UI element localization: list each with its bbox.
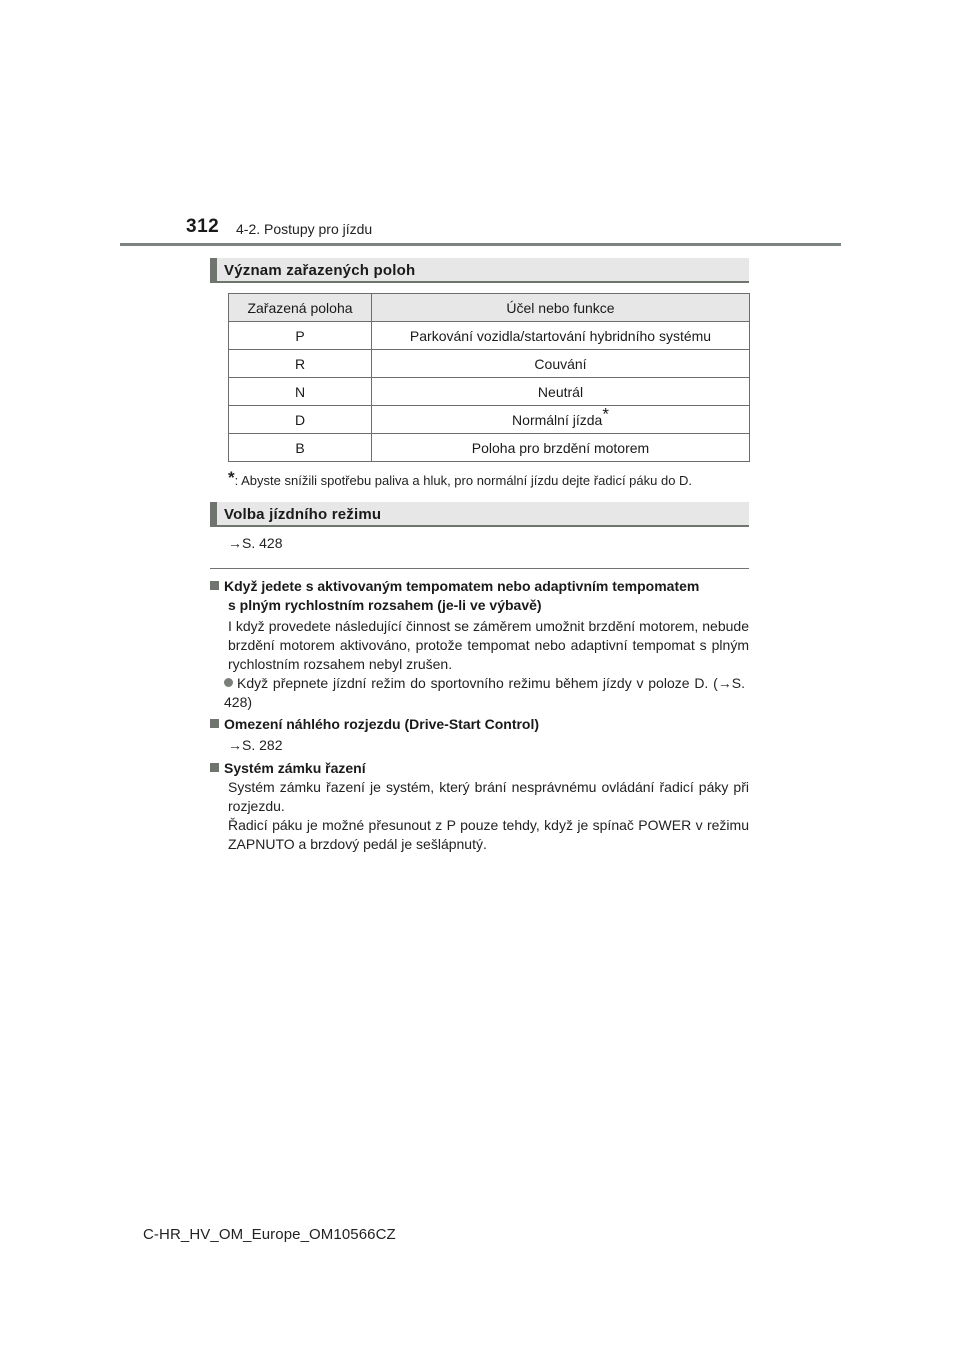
table-cell-position: B bbox=[229, 434, 372, 462]
page-reference-link[interactable]: →S. 282 bbox=[228, 737, 283, 753]
table-cell-function: Parkování vozidla/startování hybridního systému bbox=[372, 322, 750, 350]
table-cell-position: P bbox=[229, 322, 372, 350]
table-cell-position: R bbox=[229, 350, 372, 378]
page-reference-link[interactable]: →S. 428 bbox=[228, 535, 283, 551]
header-rule bbox=[120, 243, 841, 246]
note-title bbox=[210, 759, 366, 778]
note-body: Systém zámku řazení je systém, který brání nesprávnému ovládání řadicí páky při rozjezdu. bbox=[228, 779, 749, 814]
table-header-cell: Zařazená poloha bbox=[229, 294, 372, 322]
note-title-continuation: s plným rychlostním rozsahem (je-li ve výbavě) bbox=[228, 597, 542, 613]
divider bbox=[210, 568, 749, 569]
note-title-line: Když jedete s aktivovaným tempomatem nebo adaptivním tempomatem bbox=[224, 578, 700, 594]
table-cell-function: Neutrál bbox=[372, 378, 750, 406]
table-cell-function-text: Normální jízda bbox=[512, 411, 603, 428]
table-row bbox=[229, 406, 750, 434]
square-bullet-icon bbox=[210, 763, 219, 772]
chapter-title: 4-2. Postupy pro jízdu bbox=[236, 221, 373, 237]
note-body: Řadicí páku je možné přesunout z P pouze tehdy, když je spínač POWER v režimu ZAPNUTO a brzdový pedál je sešlápnutý. bbox=[228, 817, 749, 852]
note-bullet-text: Když přepnete jízdní režim do sportovního režimu během jízdy v poloze D. (→S. 428) bbox=[224, 675, 745, 710]
section-heading-gear-positions bbox=[210, 258, 749, 283]
table-row bbox=[229, 350, 750, 378]
table-header-cell: Účel nebo funkce bbox=[372, 294, 750, 322]
table-cell-function bbox=[372, 403, 750, 434]
table-cell-position: N bbox=[229, 378, 372, 406]
note-title bbox=[210, 715, 539, 734]
section-heading-drive-mode bbox=[210, 502, 749, 527]
section-heading-bar bbox=[210, 258, 217, 281]
table-cell-function: Couvání bbox=[372, 350, 750, 378]
table-footnote bbox=[228, 468, 692, 488]
page-number: 312 bbox=[186, 216, 220, 237]
table-cell-position: D bbox=[229, 406, 372, 434]
section-heading-text: Význam zařazených poloh bbox=[224, 262, 416, 279]
note-bullet bbox=[224, 674, 745, 712]
section-heading-text: Volba jízdního režimu bbox=[224, 506, 382, 523]
note-title-line: Systém zámku řazení bbox=[224, 760, 366, 776]
footnote-text: : Abyste snížili spotřebu paliva a hluk, pro normální jízdu dejte řadicí páku do D. bbox=[234, 473, 693, 488]
gear-positions-table bbox=[228, 293, 750, 462]
table-header-row bbox=[229, 294, 750, 322]
footnote-mark: * bbox=[228, 468, 235, 487]
table-row bbox=[229, 378, 750, 406]
table-row bbox=[229, 434, 750, 462]
note-title-line: Omezení náhlého rozjezdu (Drive-Start Control) bbox=[224, 716, 540, 732]
section-heading-bar bbox=[210, 502, 217, 525]
document-code: C-HR_HV_OM_Europe_OM10566CZ bbox=[143, 1226, 396, 1243]
round-bullet-icon bbox=[224, 678, 233, 687]
table-cell-function: Poloha pro brzdění motorem bbox=[372, 434, 750, 462]
square-bullet-icon bbox=[210, 719, 219, 728]
square-bullet-icon bbox=[210, 581, 219, 590]
note-title bbox=[210, 577, 699, 596]
table-row bbox=[229, 322, 750, 350]
note-body: I když provedete následující činnost se záměrem umožnit brzdění motorem, nebude brzdění motorem aktivováno, protože tempomat nebo adaptivní tempomat s plným rychlostním rozsahem nebyl zrušen. bbox=[228, 618, 749, 672]
footnote-asterisk: * bbox=[602, 403, 609, 423]
